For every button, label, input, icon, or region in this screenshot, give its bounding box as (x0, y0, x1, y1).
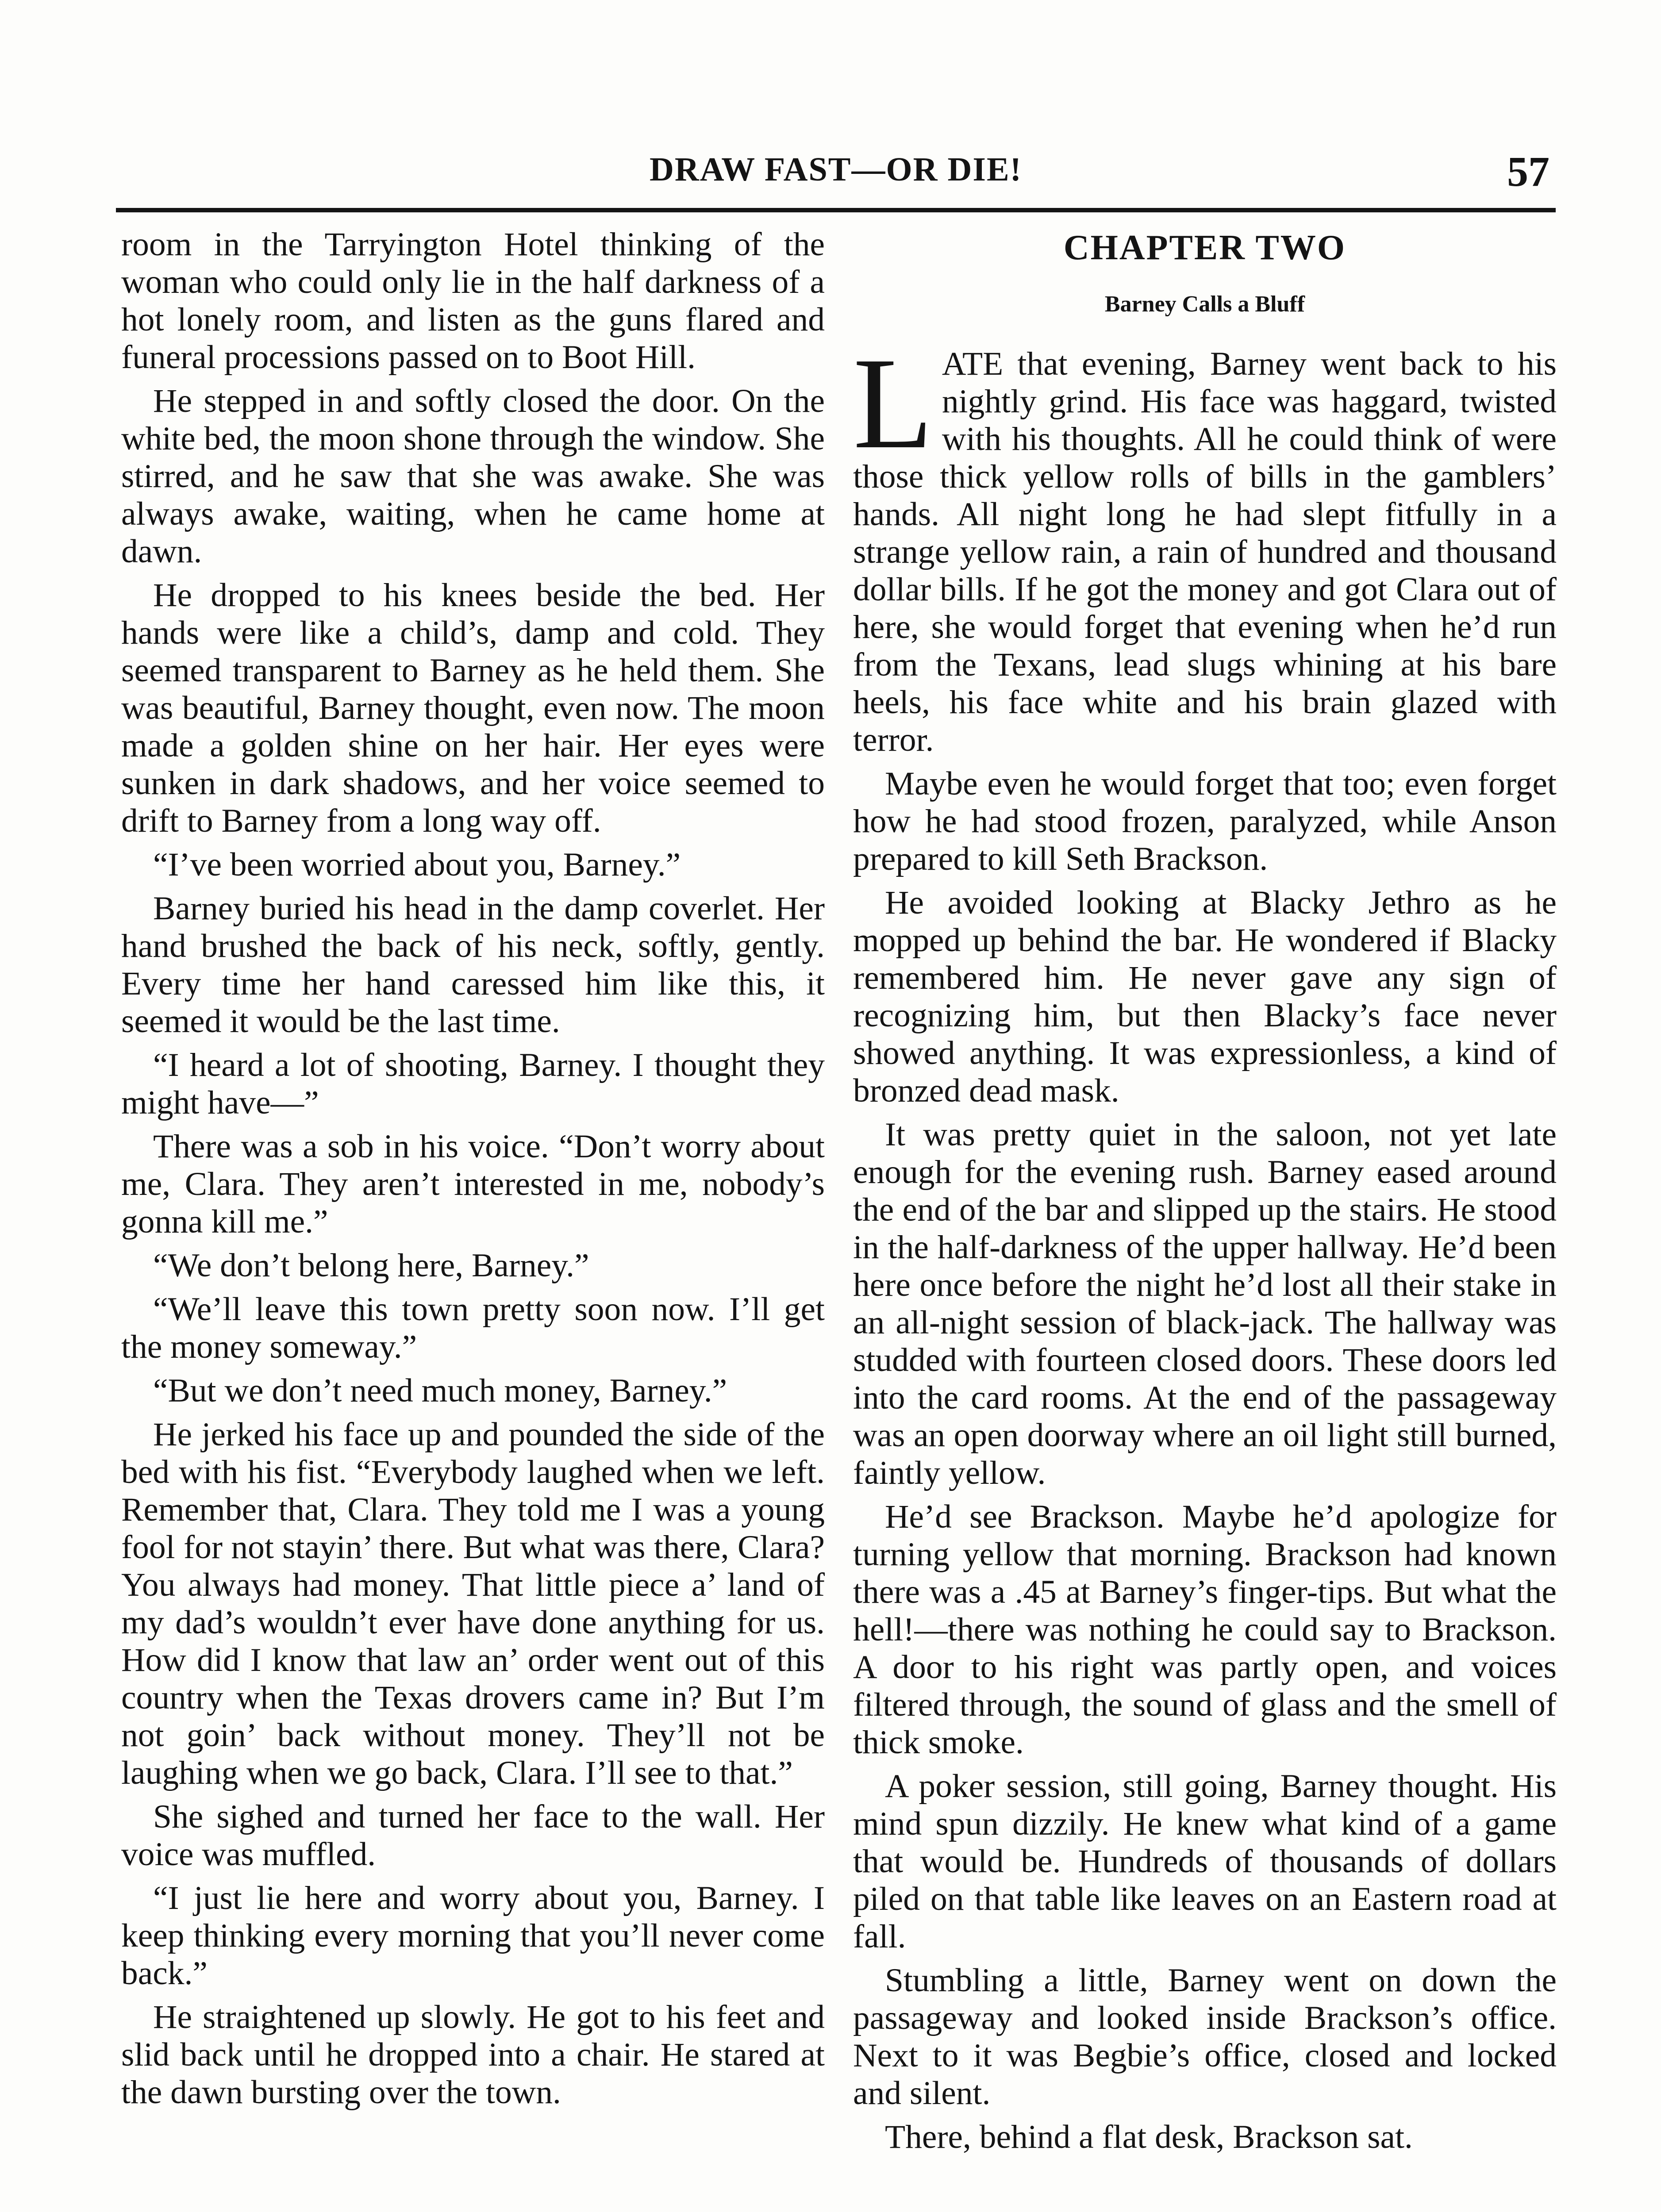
header-rule (116, 208, 1556, 212)
paragraph: There, behind a flat desk, Brackson sat. (885, 2119, 1413, 2155)
left-column (121, 226, 825, 2212)
paragraph: room in the Tarryington Hotel thinking of the woman who could only lie in the half darkness of a hot lonely room, and listen as the guns flared and funeral processions passed on to Boot Hill. (121, 226, 825, 376)
paragraph: He stepped in and softly closed the door. On the white bed, the moon shone through the window. She stirred, and he saw that she was awake. She was always awake, waiting, when he came home at dawn. (121, 383, 825, 570)
paragraph: He avoided looking at Blacky Jethro as he mopped up behind the bar. He wondered if Blacky remembered him. He never gave any sign of recognizing him, but then Blacky’s face never showed anything. It was expressionless, a kind of bronzed dead mask. (853, 884, 1557, 1109)
paragraph: “I heard a lot of shooting, Barney. I thought they might have—” (121, 1047, 825, 1121)
paragraph: “I’ve been worried about you, Barney.” (153, 846, 681, 883)
opening-paragraph (853, 331, 1557, 759)
paragraph: “But we don’t need much money, Barney.” (153, 1372, 727, 1409)
paragraph: “We’ll leave this town pretty soon now. I’ll get the money someway.” (121, 1291, 825, 1365)
running-title: DRAW FAST—OR DIE! (650, 151, 1022, 188)
paragraph: He jerked his face up and pounded the side of the bed with his fist. “Everybody laughed when we left. Remember that, Clara. They told me I was a young fool for not stayin’ there. But what was there, Clara? You always had money. That little piece a’ land of my dad’s wouldn’t ever have done anything for us. How did I know that law an’ order went out of this country when the Texas drovers came in? But I’m not goin’ back without money. They’ll not be laughing when we go back, Clara. I’ll see to that.” (121, 1416, 825, 1791)
paragraph: “We don’t belong here, Barney.” (153, 1247, 589, 1284)
running-header (116, 147, 1556, 209)
chapter-subtitle: Barney Calls a Bluff (1104, 292, 1305, 317)
chapter-title: CHAPTER TWO (1063, 228, 1346, 267)
drop-cap: L (853, 331, 933, 476)
paragraph: Stumbling a little, Barney went on down the passageway and looked inside Brackson’s office. Next to it was Begbie’s office, closed and locked and silent. (853, 1962, 1557, 2112)
paragraph: It was pretty quiet in the saloon, not yet late enough for the evening rush. Barney eased around the end of the bar and slipped up the stairs. He stood in the half-darkness of the upper hallway. He’d been here once before the night he’d lost all their stake in an all-night session of black-jack. The hallway was studded with fourteen closed doors. These doors led into the card rooms. At the end of the passageway was an open doorway where an oil light still burned, faintly yellow. (853, 1116, 1557, 1491)
paragraph: “I just lie here and worry about you, Barney. I keep thinking every morning that you’ll never come back.” (121, 1880, 825, 1992)
paragraph: He straightened up slowly. He got to his feet and slid back until he dropped into a chair. He stared at the dawn bursting over the town. (121, 1999, 825, 2111)
right-column (853, 226, 1557, 2212)
paragraph: She sighed and turned her face to the wall. Her voice was muffled. (121, 1798, 825, 1873)
page-number: 57 (1507, 148, 1549, 195)
opening-paragraph-text: ATE that evening, Barney went back to his nightly grind. His face was haggard, twisted with his thoughts. All he could think of were those thick yellow rolls of bills in the gamblers’ hands. All night long he had slept fitfully in a strange yellow rain, a rain of hundred and thousand dollar bills. If he got the money and got Clara out of here, she would forget that evening when he’d run from the Texans, lead slugs whining at his bare heels, his face white and his brain glazed with terror. (853, 346, 1557, 758)
paragraph: Barney buried his head in the damp coverlet. Her hand brushed the back of his neck, softly, gently. Every time her hand caressed him like this, it seemed it would be the last time. (121, 890, 825, 1040)
paragraph: He’d see Brackson. Maybe he’d apologize for turning yellow that morning. Brackson had known there was a .45 at Barney’s finger-tips. But what the hell!—there was nothing he could say to Brackson. A door to his right was partly open, and voices filtered through, the sound of glass and the smell of thick smoke. (853, 1498, 1557, 1761)
paragraph: Maybe even he would forget that too; even forget how he had stood frozen, paralyzed, while Anson prepared to kill Seth Brackson. (853, 765, 1557, 877)
paragraph: There was a sob in his voice. “Don’t worry about me, Clara. They aren’t interested in me, nobody’s gonna kill me.” (121, 1128, 825, 1240)
paragraph: He dropped to his knees beside the bed. Her hands were like a child’s, damp and cold. They seemed transparent to Barney as he held them. She was beautiful, Barney thought, even now. The moon made a golden shine on her hair. Her eyes were sunken in dark shadows, and her voice seemed to drift to Barney from a long way off. (121, 577, 825, 839)
paragraph: A poker session, still going, Barney thought. His mind spun dizzily. He knew what kind of a game that would be. Hundreds of thousands of dollars piled on that table like leaves on an Eastern road at fall. (853, 1768, 1557, 1955)
